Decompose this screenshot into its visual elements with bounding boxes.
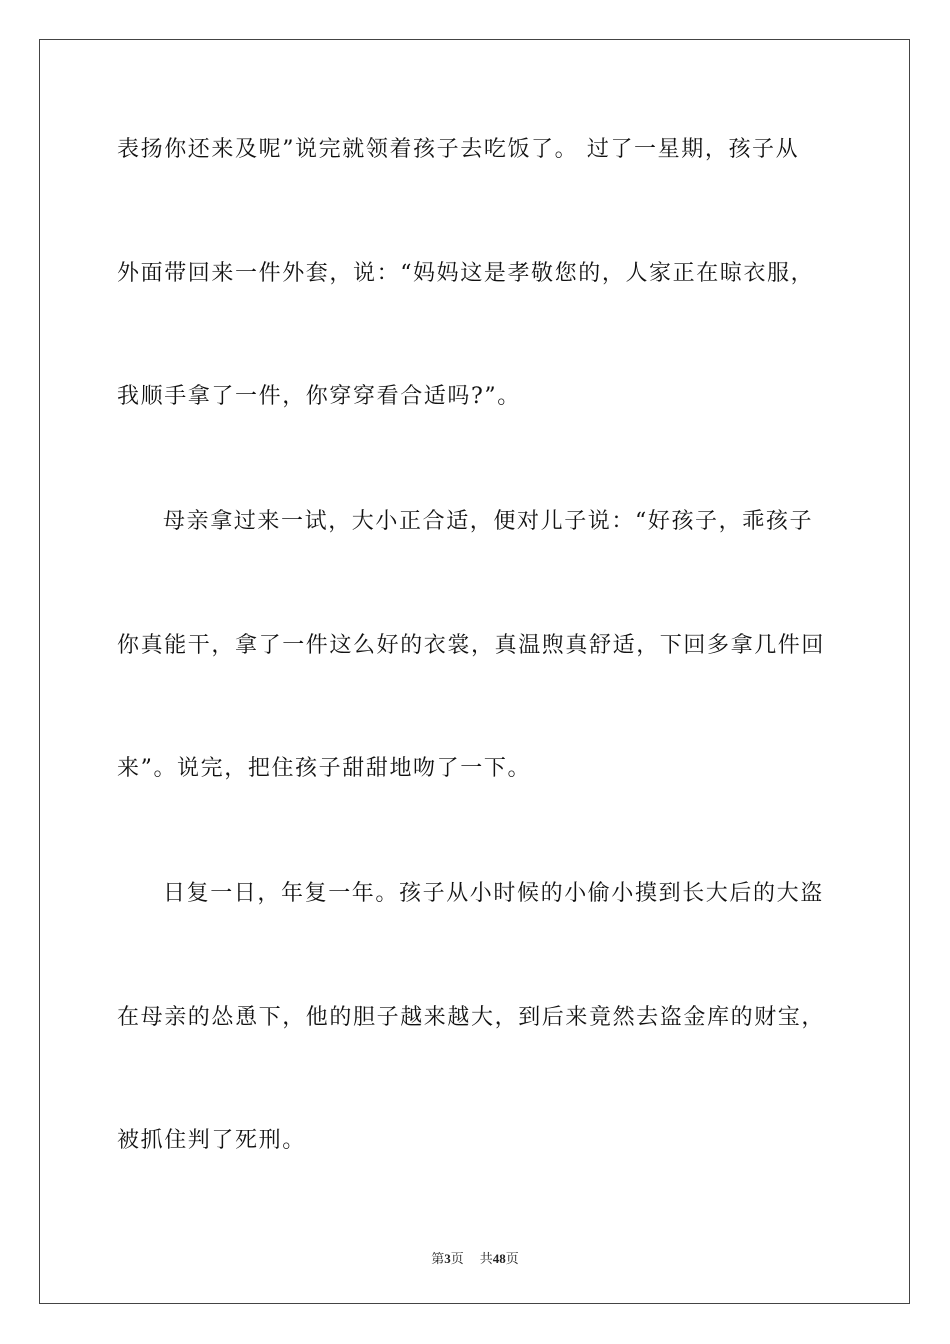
total-page-count: 48 bbox=[492, 1251, 506, 1266]
page-footer bbox=[0, 1248, 950, 1267]
text-line-9: 被抓住判了死刑。 bbox=[117, 1128, 306, 1153]
text-line-4: 母亲拿过来一试，大小正合适，便对儿子说：“好孩子，乖孩子 bbox=[163, 509, 814, 534]
text-line-5: 你真能干，拿了一件这么好的衣裳，真温煦真舒适，下回多拿几件回 bbox=[117, 633, 826, 658]
text-line-6: 来”。说完，把住孩子甜甜地吻了一下。 bbox=[117, 756, 532, 781]
text-line-8: 在母亲的怂恿下，他的胆子越来越大，到后来竟然去盗金库的财宝， bbox=[117, 1005, 826, 1030]
total-suffix: 页 bbox=[505, 1251, 519, 1266]
page-frame bbox=[39, 39, 910, 1304]
current-page-number: 3 bbox=[444, 1251, 451, 1266]
text-line-1: 表扬你还来及呢”说完就领着孩子去吃饭了。 过了一星期，孩子从 bbox=[117, 137, 800, 162]
text-line-3: 我顺手拿了一件，你穿穿看合适吗?”。 bbox=[117, 384, 521, 409]
text-line-2: 外面带回来一件外套，说：“妈妈这是孝敬您的，人家正在晾衣服， bbox=[117, 261, 815, 286]
total-prefix: 共 bbox=[479, 1251, 493, 1266]
page-suffix: 页 bbox=[450, 1251, 464, 1266]
text-line-7: 日复一日，年复一年。孩子从小时候的小偷小摸到长大后的大盗 bbox=[163, 881, 824, 906]
page-prefix: 第 bbox=[431, 1251, 445, 1266]
